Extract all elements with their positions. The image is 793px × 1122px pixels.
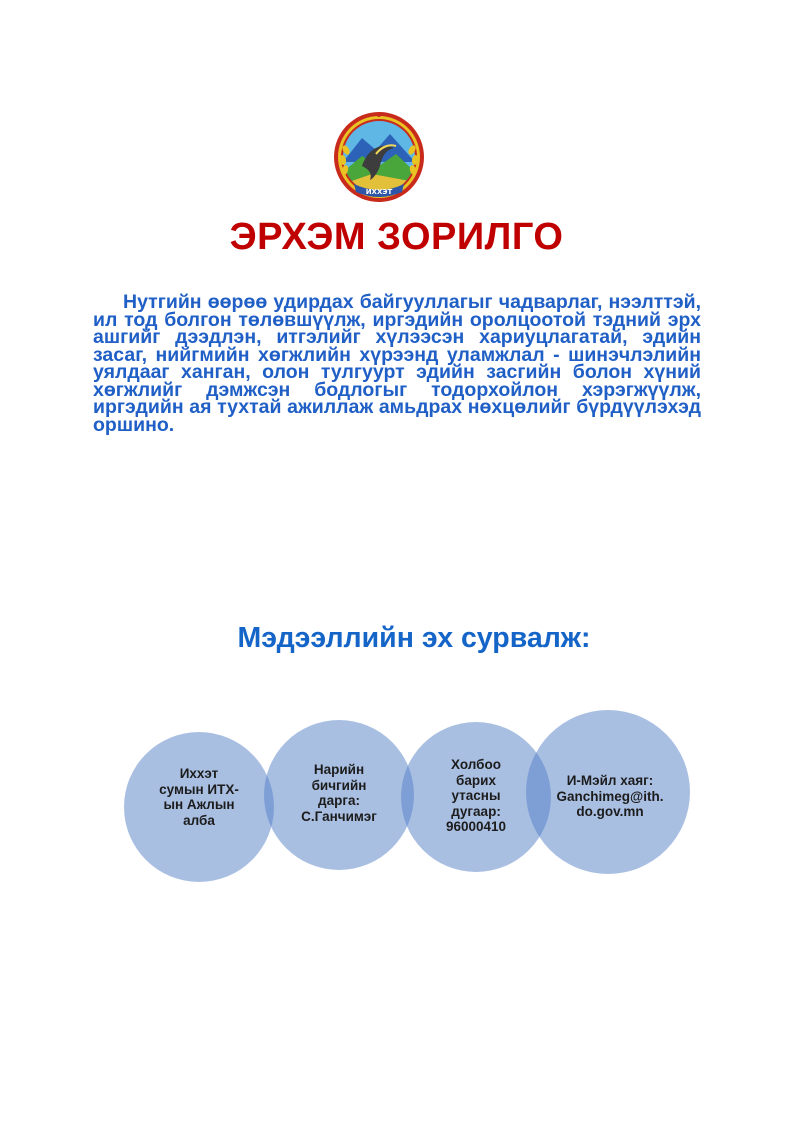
circle-label-council-office: [139, 766, 259, 828]
circle-4-line-3: do.gov.mn: [576, 804, 644, 819]
circle-2-line-2: бичгийн: [311, 777, 367, 793]
circle-3-line-5: 96000410: [445, 819, 507, 834]
circle-3-line-1: Холбоо: [451, 757, 501, 772]
source-title: Мэдээллийн эх сурвалж:: [237, 622, 591, 654]
circle-4-line-1: И-Мэйл хаяг:: [566, 773, 654, 788]
mission-paragraph: Нутгийн өөрөө удирдах байгууллагыг чадварлаг, нээлттэй, ил тод болгон төлөвшүүлж, иргэдийн оролцоотой тэдний эрх ашгийг дээдлэн, итгэлийг хүлээсэн хариуцлагатай, эдийн засаг, нийгмийн хөгжлийн хүрээнд уламжлал - шинэчлэлийн уялдааг ханган, олон тулгуурт эдийн засгийн болон хүний хөгжлийг дэмжсэн бодлогыг тодорхойлон хэрэгжүүлж, иргэдийн ая тухтай ажиллаж амьдрах нөхцөлийг бүрдүүлэхэд оршино.: [93, 291, 701, 436]
circle-1-line-4: алба: [183, 812, 215, 828]
circle-2-line-4: С.Ганчимэг: [301, 808, 377, 824]
circle-3-line-4: дугаар:: [451, 803, 501, 819]
circle-3-line-3: утасны: [451, 788, 501, 803]
circle-4-line-2: Ganchimeg@ith.: [556, 788, 664, 804]
circle-1-line-1: Ихxэт: [179, 766, 219, 781]
circle-label-email: [548, 773, 672, 820]
circle-label-phone: [416, 757, 536, 835]
circle-1-line-3: ын Ажлын: [163, 797, 235, 812]
circle-label-secretary: [279, 762, 399, 824]
circle-1-line-2: сумын ИТХ-: [159, 781, 239, 797]
page-heading: ЭРХЭМ ЗОРИЛГО: [229, 216, 564, 258]
circle-2-line-1: Нарийн: [313, 762, 365, 777]
circle-2-line-3: дарга:: [318, 793, 360, 808]
emblem-ribbon-text: ИХХЭТ: [365, 188, 393, 196]
circle-3-line-2: барих: [456, 772, 496, 788]
